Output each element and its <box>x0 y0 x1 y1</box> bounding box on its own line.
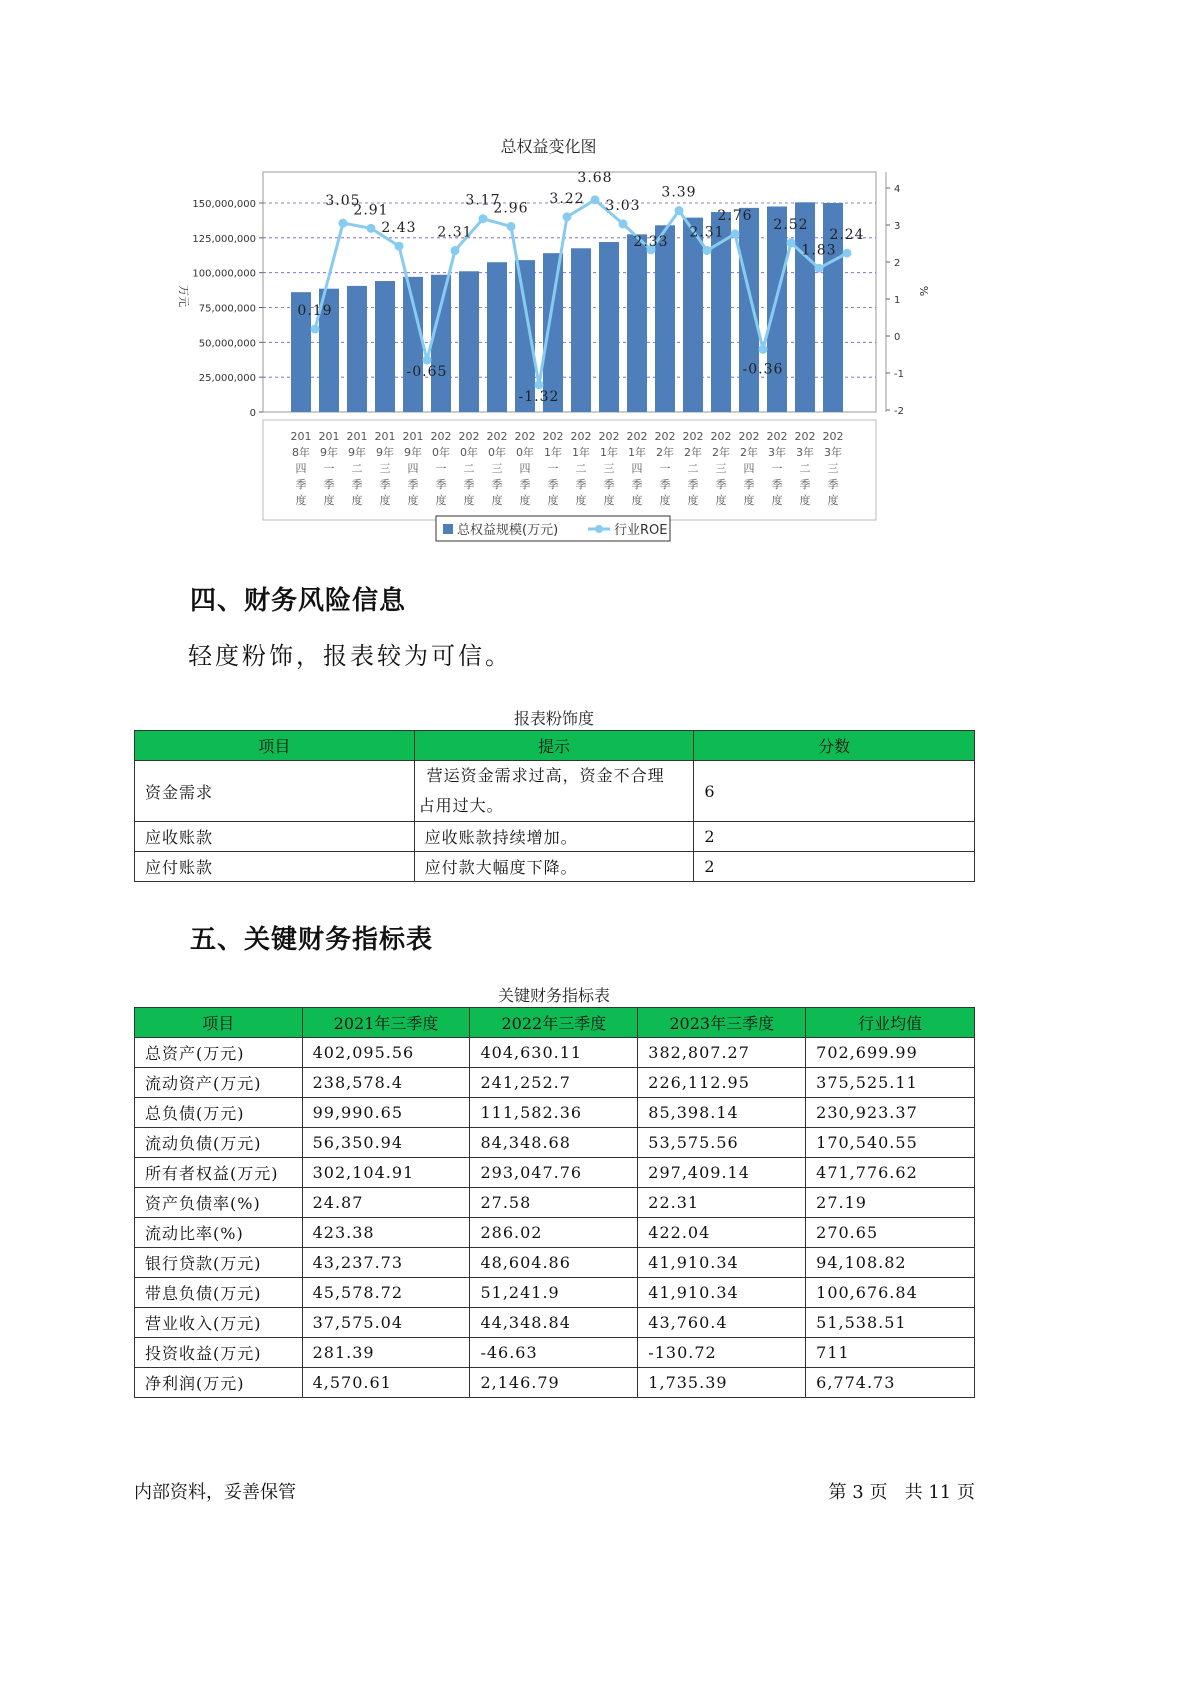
x-tick-label: 度 <box>351 494 363 507</box>
x-tick-label: 一 <box>771 462 783 475</box>
x-tick-label: 度 <box>547 494 559 507</box>
y-left-axis-label: 万元 <box>177 285 190 307</box>
x-tick-label: 度 <box>631 494 643 507</box>
header-cell: 项目 <box>135 1008 303 1038</box>
table-row <box>135 1158 975 1188</box>
table-row <box>135 852 975 882</box>
value-cell: 297,409.14 <box>638 1158 806 1188</box>
table-row <box>135 1068 975 1098</box>
roe-data-label: 2.76 <box>717 207 753 224</box>
x-tick-label: 三 <box>603 462 615 475</box>
value-cell: 375,525.11 <box>806 1068 975 1098</box>
y-right-tick-label: -1 <box>894 369 904 380</box>
item-cell: 带息负债(万元) <box>135 1278 303 1308</box>
x-tick-label: 202 <box>486 430 508 443</box>
x-tick-label: 202 <box>710 430 732 443</box>
value-cell: 22.31 <box>638 1188 806 1218</box>
x-tick-label: 度 <box>323 494 335 507</box>
y-left-tick-label: 100,000,000 <box>192 268 256 280</box>
value-cell: 43,760.4 <box>638 1308 806 1338</box>
y-left-tick-label: 0 <box>249 408 256 419</box>
x-tick-label: 度 <box>827 494 839 507</box>
bar <box>599 242 619 412</box>
x-tick-label: 0年 <box>432 446 450 459</box>
value-cell: 302,104.91 <box>302 1158 470 1188</box>
y-left-tick-label: 125,000,000 <box>192 233 256 245</box>
value-cell: 56,350.94 <box>302 1128 470 1158</box>
roe-data-label: 3.39 <box>661 184 697 201</box>
item-cell: 应收账款 <box>135 822 415 852</box>
x-tick-label: 2年 <box>712 446 730 459</box>
x-tick-label: 四 <box>295 462 307 475</box>
roe-data-label: -0.65 <box>406 364 448 381</box>
x-tick-label: 201 <box>318 430 340 443</box>
x-tick-label: 季 <box>771 478 783 491</box>
header-cell: 2023年三季度 <box>638 1008 806 1038</box>
value-cell: 111,582.36 <box>470 1098 638 1128</box>
x-tick-label: 0年 <box>488 446 506 459</box>
value-cell: 241,252.7 <box>470 1068 638 1098</box>
x-tick-label: 201 <box>402 430 424 443</box>
x-tick-label: 0年 <box>516 446 534 459</box>
x-tick-label: 一 <box>547 462 559 475</box>
x-tick-label: 季 <box>463 478 475 491</box>
value-cell: 27.58 <box>470 1188 638 1218</box>
x-tick-label: 9年 <box>404 446 422 459</box>
bar <box>655 225 675 412</box>
x-tick-label: 202 <box>514 430 536 443</box>
roe-point <box>507 222 516 231</box>
x-tick-label: 三 <box>827 462 839 475</box>
value-cell: 471,776.62 <box>806 1158 975 1188</box>
roe-data-label: 2.31 <box>689 224 725 241</box>
y-right-tick-label: 1 <box>894 295 901 306</box>
x-tick-label: 度 <box>771 494 783 507</box>
hint-line: 占用过大。 <box>418 796 504 815</box>
indicator-table-header <box>135 1008 975 1038</box>
x-tick-label: 1年 <box>572 446 590 459</box>
x-tick-label: 季 <box>407 478 419 491</box>
score-cell: 6 <box>694 761 975 822</box>
table-row <box>135 761 975 822</box>
value-cell: 100,676.84 <box>806 1278 975 1308</box>
x-tick-label: 季 <box>435 478 447 491</box>
x-tick-label: 季 <box>379 478 391 491</box>
roe-point <box>451 246 460 255</box>
table-row <box>135 1278 975 1308</box>
roe-data-label: 2.24 <box>829 227 865 244</box>
roe-data-label: 3.03 <box>605 197 641 214</box>
value-cell: 24.87 <box>302 1188 470 1218</box>
hint-cell: 应付款大幅度下降。 <box>414 852 694 882</box>
value-cell: 226,112.95 <box>638 1068 806 1098</box>
x-tick-label: 9年 <box>320 446 338 459</box>
legend-line-marker <box>595 525 603 533</box>
x-tick-label: 度 <box>715 494 727 507</box>
bar <box>683 218 703 412</box>
legend-line-label: 行业ROE <box>614 523 668 538</box>
x-tick-label: 季 <box>827 478 839 491</box>
equity-chart <box>0 0 1097 560</box>
hint-line: 营运资金需求过高，资金不合理 <box>426 766 665 785</box>
x-tick-label: 202 <box>570 430 592 443</box>
table-row <box>135 1218 975 1248</box>
header-cell: 项目 <box>135 731 415 761</box>
x-tick-label: 201 <box>374 430 396 443</box>
x-tick-label: 度 <box>295 494 307 507</box>
roe-point <box>479 214 488 223</box>
x-tick-label: 季 <box>659 478 671 491</box>
value-cell: 37,575.04 <box>302 1308 470 1338</box>
value-cell: 84,348.68 <box>470 1128 638 1158</box>
value-cell: 711 <box>806 1338 975 1368</box>
roe-data-label: 2.31 <box>437 224 473 241</box>
x-tick-label: 一 <box>435 462 447 475</box>
x-tick-label: 9年 <box>376 446 394 459</box>
x-tick-label: 202 <box>542 430 564 443</box>
score-cell: 2 <box>694 852 975 882</box>
x-tick-label: 度 <box>379 494 391 507</box>
y-right-tick-label: 3 <box>894 221 901 232</box>
x-tick-label: 3年 <box>796 446 814 459</box>
value-cell: 4,570.61 <box>302 1368 470 1398</box>
legend-bar-swatch <box>443 524 453 534</box>
bar <box>627 234 647 412</box>
roe-data-label: 3.05 <box>325 193 361 210</box>
x-tick-label: 度 <box>659 494 671 507</box>
x-tick-label: 2年 <box>684 446 702 459</box>
item-cell: 净利润(万元) <box>135 1368 303 1398</box>
x-tick-label: 一 <box>323 462 335 475</box>
x-tick-label: 201 <box>290 430 312 443</box>
value-cell: 51,241.9 <box>470 1278 638 1308</box>
x-tick-label: 1年 <box>544 446 562 459</box>
x-tick-label: 二 <box>463 462 475 475</box>
x-tick-label: 季 <box>351 478 363 491</box>
roe-point <box>395 242 404 251</box>
table-row <box>135 1098 975 1128</box>
table-row <box>135 1248 975 1278</box>
value-cell: 53,575.56 <box>638 1128 806 1158</box>
item-cell: 所有者权益(万元) <box>135 1158 303 1188</box>
x-tick-label: 1年 <box>628 446 646 459</box>
value-cell: 230,923.37 <box>806 1098 975 1128</box>
value-cell: 1,735.39 <box>638 1368 806 1398</box>
x-tick-label: 四 <box>743 462 755 475</box>
value-cell: 293,047.76 <box>470 1158 638 1188</box>
value-cell: 85,398.14 <box>638 1098 806 1128</box>
x-tick-label: 三 <box>491 462 503 475</box>
footer-note: 内部资料，妥善保管 <box>134 1482 296 1503</box>
value-cell: 99,990.65 <box>302 1098 470 1128</box>
indicator-table <box>134 1007 975 1398</box>
value-cell: 422.04 <box>638 1218 806 1248</box>
risk-table-caption: 报表粉饰度 <box>513 709 594 728</box>
roe-data-label: 2.33 <box>633 233 669 250</box>
x-tick-label: 一 <box>659 462 671 475</box>
x-tick-label: 四 <box>519 462 531 475</box>
x-tick-label: 季 <box>547 478 559 491</box>
x-tick-label: 二 <box>351 462 363 475</box>
header-cell: 2021年三季度 <box>302 1008 470 1038</box>
table-row <box>135 1188 975 1218</box>
page-indicator <box>829 1478 975 1504</box>
bar <box>739 208 759 412</box>
item-cell: 流动资产(万元) <box>135 1068 303 1098</box>
bar <box>347 286 367 412</box>
roe-point <box>563 212 572 221</box>
y-left-tick-label: 150,000,000 <box>192 199 256 210</box>
value-cell: 238,578.4 <box>302 1068 470 1098</box>
roe-point <box>703 246 712 255</box>
item-cell: 资金需求 <box>135 761 415 822</box>
table-row <box>135 1308 975 1338</box>
roe-point <box>843 249 852 258</box>
value-cell: 51,538.51 <box>806 1308 975 1338</box>
risk-table-header <box>135 731 975 761</box>
bar <box>767 206 787 412</box>
roe-data-label: -1.32 <box>518 388 560 405</box>
x-tick-label: 202 <box>430 430 452 443</box>
section4-paragraph: 轻度粉饰，报表较为可信。 <box>188 642 512 670</box>
x-tick-label: 二 <box>799 462 811 475</box>
x-tick-label: 202 <box>458 430 480 443</box>
x-tick-label: 度 <box>575 494 587 507</box>
page-unit: 页 <box>869 1482 888 1503</box>
x-tick-label: 3年 <box>824 446 842 459</box>
item-cell: 总负债(万元) <box>135 1098 303 1128</box>
roe-data-label: 2.52 <box>773 216 809 233</box>
value-cell: 41,910.34 <box>638 1248 806 1278</box>
chart-title: 总权益变化图 <box>500 137 597 156</box>
total-unit: 页 <box>957 1482 975 1503</box>
x-tick-label: 8年 <box>292 446 310 459</box>
page-prefix: 第 <box>828 1482 847 1503</box>
x-tick-label: 三 <box>715 462 727 475</box>
y-right-tick-label: 4 <box>894 184 901 195</box>
value-cell: 382,807.27 <box>638 1038 806 1068</box>
x-tick-label: 3年 <box>768 446 786 459</box>
x-tick-label: 季 <box>743 478 755 491</box>
y-right-tick-label: 2 <box>894 258 901 269</box>
value-cell: 423.38 <box>302 1218 470 1248</box>
value-cell: 44,348.84 <box>470 1308 638 1338</box>
y-right-tick-label: 0 <box>894 332 901 343</box>
total-pages: 11 <box>928 1482 952 1503</box>
value-cell: 286.02 <box>470 1218 638 1248</box>
table-row <box>135 1368 975 1398</box>
item-cell: 营业收入(万元) <box>135 1308 303 1338</box>
x-tick-label: 四 <box>631 462 643 475</box>
roe-point <box>591 195 600 204</box>
value-cell: 27.19 <box>806 1188 975 1218</box>
value-cell: 45,578.72 <box>302 1278 470 1308</box>
value-cell: 281.39 <box>302 1338 470 1368</box>
roe-point <box>619 219 628 228</box>
roe-point <box>787 238 796 247</box>
roe-point <box>367 224 376 233</box>
header-cell: 行业均值 <box>806 1008 975 1038</box>
roe-point <box>759 345 768 354</box>
roe-data-label: 3.22 <box>549 190 585 207</box>
x-tick-label: 季 <box>491 478 503 491</box>
value-cell: 402,095.56 <box>302 1038 470 1068</box>
x-tick-label: 2年 <box>656 446 674 459</box>
y-left-tick-label: 75,000,000 <box>198 303 256 315</box>
section5-heading: 五、关键财务指标表 <box>190 925 434 955</box>
item-cell: 资产负债率(%) <box>135 1188 303 1218</box>
x-tick-label: 202 <box>766 430 788 443</box>
bar <box>459 271 479 412</box>
x-tick-label: 度 <box>407 494 419 507</box>
value-cell: 2,146.79 <box>470 1368 638 1398</box>
x-tick-label: 三 <box>379 462 391 475</box>
y-right-axis-label: % <box>917 285 930 297</box>
item-cell: 流动负债(万元) <box>135 1128 303 1158</box>
x-tick-label: 202 <box>822 430 844 443</box>
legend-bar-label: 总权益规模(万元) <box>457 523 559 538</box>
x-tick-label: 度 <box>463 494 475 507</box>
y-left-tick-label: 50,000,000 <box>198 338 256 350</box>
x-tick-label: 201 <box>346 430 368 443</box>
roe-data-label: 1.83 <box>801 242 837 259</box>
table-row <box>135 1038 975 1068</box>
x-tick-label: 季 <box>295 478 307 491</box>
x-tick-label: 202 <box>738 430 760 443</box>
x-tick-label: 202 <box>654 430 676 443</box>
value-cell: -46.63 <box>470 1338 638 1368</box>
roe-point <box>731 229 740 238</box>
x-tick-label: 202 <box>598 430 620 443</box>
x-tick-label: 季 <box>323 478 335 491</box>
x-tick-label: 度 <box>743 494 755 507</box>
score-cell: 2 <box>694 822 975 852</box>
value-cell: 41,910.34 <box>638 1278 806 1308</box>
item-cell: 投资收益(万元) <box>135 1338 303 1368</box>
bar <box>487 262 507 412</box>
page-number: 3 <box>852 1482 864 1503</box>
x-tick-label: 202 <box>626 430 648 443</box>
value-cell: 48,604.86 <box>470 1248 638 1278</box>
value-cell: 43,237.73 <box>302 1248 470 1278</box>
hint-cell: 应收账款持续增加。 <box>414 822 694 852</box>
x-tick-label: 度 <box>799 494 811 507</box>
value-cell: 94,108.82 <box>806 1248 975 1278</box>
value-cell: 170,540.55 <box>806 1128 975 1158</box>
table-row <box>135 1128 975 1158</box>
x-tick-label: 季 <box>631 478 643 491</box>
bar <box>431 275 451 412</box>
roe-point <box>311 324 320 333</box>
bar <box>375 281 395 412</box>
x-tick-label: 1年 <box>600 446 618 459</box>
x-tick-label: 度 <box>603 494 615 507</box>
header-cell: 分数 <box>694 731 975 761</box>
roe-data-label: 2.91 <box>353 202 389 219</box>
x-tick-label: 度 <box>519 494 531 507</box>
total-prefix: 共 <box>904 1482 923 1503</box>
roe-data-label: 2.43 <box>381 220 417 237</box>
hint-cell <box>414 761 694 822</box>
x-tick-label: 202 <box>682 430 704 443</box>
x-tick-label: 季 <box>715 478 727 491</box>
x-tick-label: 季 <box>603 478 615 491</box>
x-tick-label: 二 <box>575 462 587 475</box>
table-row <box>135 822 975 852</box>
section4-heading: 四、财务风险信息 <box>190 586 407 616</box>
roe-data-label: -0.36 <box>742 361 784 378</box>
value-cell: 404,630.11 <box>470 1038 638 1068</box>
roe-data-label: 0.19 <box>297 302 333 319</box>
value-cell: 6,774.73 <box>806 1368 975 1398</box>
risk-table <box>134 730 975 882</box>
x-tick-label: 度 <box>687 494 699 507</box>
roe-point <box>339 219 348 228</box>
roe-data-label: 3.68 <box>577 169 613 186</box>
table-row <box>135 1338 975 1368</box>
bar <box>571 248 591 412</box>
bar <box>795 202 815 412</box>
roe-data-label: 3.17 <box>465 192 501 209</box>
y-right-tick-label: -2 <box>894 406 904 417</box>
x-tick-label: 季 <box>519 478 531 491</box>
indicator-table-caption: 关键财务指标表 <box>497 986 610 1005</box>
header-cell: 提示 <box>414 731 694 761</box>
x-tick-label: 季 <box>687 478 699 491</box>
item-cell: 流动比率(%) <box>135 1218 303 1248</box>
item-cell: 应付账款 <box>135 852 415 882</box>
header-cell: 2022年三季度 <box>470 1008 638 1038</box>
roe-point <box>815 264 824 273</box>
x-tick-label: 0年 <box>460 446 478 459</box>
x-tick-label: 9年 <box>348 446 366 459</box>
value-cell: 270.65 <box>806 1218 975 1248</box>
x-tick-label: 202 <box>794 430 816 443</box>
x-tick-label: 度 <box>491 494 503 507</box>
roe-point <box>675 206 684 215</box>
value-cell: 702,699.99 <box>806 1038 975 1068</box>
roe-data-label: 2.96 <box>493 200 529 217</box>
x-tick-label: 季 <box>575 478 587 491</box>
item-cell: 总资产(万元) <box>135 1038 303 1068</box>
x-tick-label: 度 <box>435 494 447 507</box>
x-tick-label: 季 <box>799 478 811 491</box>
x-tick-label: 四 <box>407 462 419 475</box>
x-tick-label: 二 <box>687 462 699 475</box>
value-cell: -130.72 <box>638 1338 806 1368</box>
y-left-tick-label: 25,000,000 <box>198 373 256 385</box>
x-tick-label: 2年 <box>740 446 758 459</box>
item-cell: 银行贷款(万元) <box>135 1248 303 1278</box>
